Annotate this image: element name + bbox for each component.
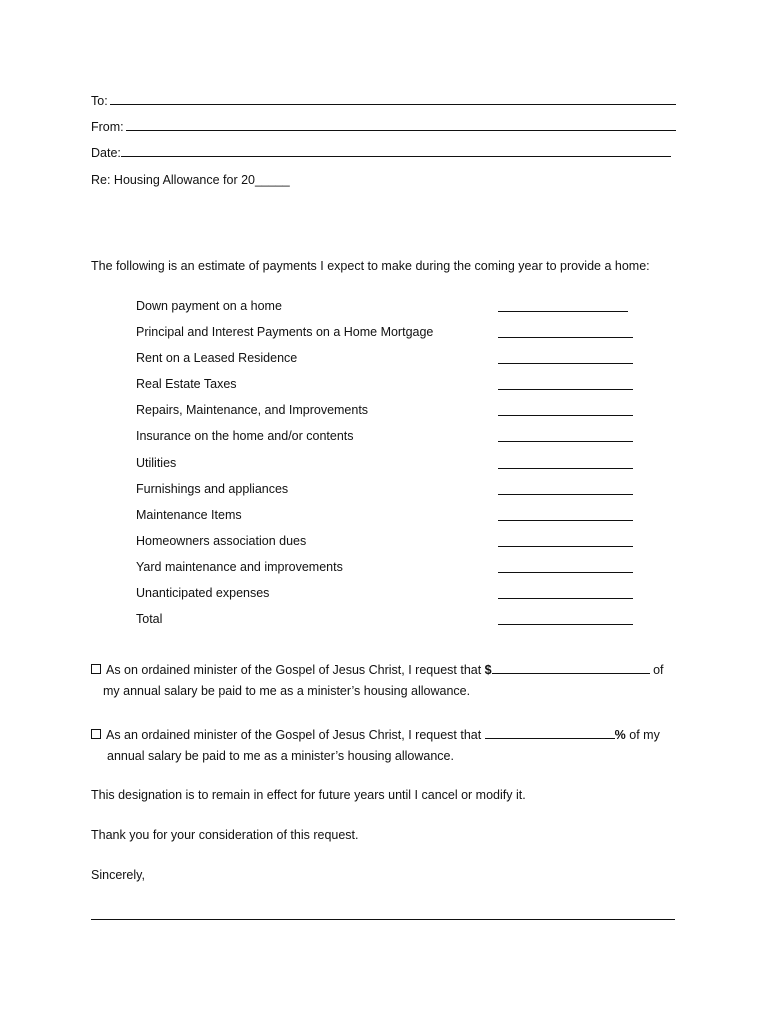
payment-items-list (136, 295, 636, 634)
payment-amount-blank[interactable] (498, 337, 633, 338)
re-year-blank[interactable]: _____ (254, 173, 290, 187)
payment-amount-blank[interactable] (498, 415, 633, 416)
payment-item-row (136, 582, 636, 608)
option-percent-text-a: As an ordained minister of the Gospel of Jesus Christ, I request that (106, 728, 485, 742)
payment-item-row (136, 608, 636, 634)
option-percent-text-c: annual salary be paid to me as a minister’s housing allowance. (107, 749, 454, 763)
payment-amount-blank[interactable] (498, 389, 633, 390)
from-line (91, 120, 676, 134)
from-blank[interactable] (126, 120, 676, 131)
to-label: To: (91, 94, 108, 108)
payment-item-label: Insurance on the home and/or contents (136, 429, 354, 444)
option-amount-text-b: of (649, 663, 664, 677)
payment-item-row (136, 295, 636, 321)
payment-item-row (136, 321, 636, 347)
percent-checkbox[interactable] (91, 729, 101, 739)
amount-checkbox[interactable] (91, 664, 101, 674)
thanks-text: Thank you for your consideration of this request. (91, 828, 359, 842)
re-line (91, 173, 290, 187)
date-blank[interactable] (121, 146, 671, 157)
payment-item-label: Total (136, 612, 163, 627)
payment-item-row (136, 373, 636, 399)
payment-item-row (136, 530, 636, 556)
payment-item-label: Maintenance Items (136, 507, 242, 522)
option-percent-text-b: of my (625, 728, 660, 742)
designation-text: This designation is to remain in effect for future years until I cancel or modify it. (91, 788, 526, 802)
payment-item-row (136, 504, 636, 530)
payment-item-row (136, 478, 636, 504)
payment-item-label: Yard maintenance and improvements (136, 559, 343, 574)
payment-amount-blank[interactable] (498, 624, 633, 625)
closing-text: Sincerely, (91, 868, 145, 882)
payment-amount-blank[interactable] (498, 468, 633, 469)
percent-blank[interactable] (485, 728, 615, 739)
intro-text: The following is an estimate of payments I expect to make during the coming year to provide a home: (91, 259, 650, 273)
percent-symbol: % (614, 728, 626, 742)
payment-amount-blank[interactable] (498, 311, 628, 312)
payment-item-row (136, 452, 636, 478)
payment-amount-blank[interactable] (498, 546, 633, 547)
payment-item-row (136, 399, 636, 425)
option-amount-text-a: As on ordained minister of the Gospel of Jesus Christ, I request that (106, 663, 485, 677)
date-line (91, 146, 671, 160)
payment-item-label: Principal and Interest Payments on a Home Mortgage (136, 325, 434, 340)
payment-amount-blank[interactable] (498, 572, 633, 573)
option-amount (91, 660, 681, 702)
currency-symbol: $ (484, 663, 492, 677)
payment-item-row (136, 556, 636, 582)
amount-blank[interactable] (492, 663, 650, 674)
payment-item-row (136, 425, 636, 451)
payment-item-label: Utilities (136, 455, 177, 470)
to-line (91, 94, 676, 108)
re-label: Re: Housing Allowance for 20 (91, 173, 255, 187)
payment-amount-blank[interactable] (498, 494, 633, 495)
payment-item-label: Furnishings and appliances (136, 481, 289, 496)
payment-item-row (136, 347, 636, 373)
payment-item-label: Rent on a Leased Residence (136, 351, 298, 366)
from-label: From: (91, 120, 124, 134)
payment-item-label: Unanticipated expenses (136, 586, 270, 601)
option-percent (91, 725, 681, 767)
option-amount-text-c: my annual salary be paid to me as a minister’s housing allowance. (103, 684, 471, 698)
payment-amount-blank[interactable] (498, 441, 633, 442)
payment-amount-blank[interactable] (498, 598, 633, 599)
payment-item-label: Homeowners association dues (136, 533, 307, 548)
signature-blank[interactable] (91, 919, 675, 920)
payment-item-label: Real Estate Taxes (136, 377, 237, 392)
payment-item-label: Repairs, Maintenance, and Improvements (136, 403, 369, 418)
to-blank[interactable] (110, 94, 676, 105)
payment-amount-blank[interactable] (498, 363, 633, 364)
date-label: Date: (91, 146, 121, 160)
payment-amount-blank[interactable] (498, 520, 633, 521)
payment-item-label: Down payment on a home (136, 299, 282, 313)
